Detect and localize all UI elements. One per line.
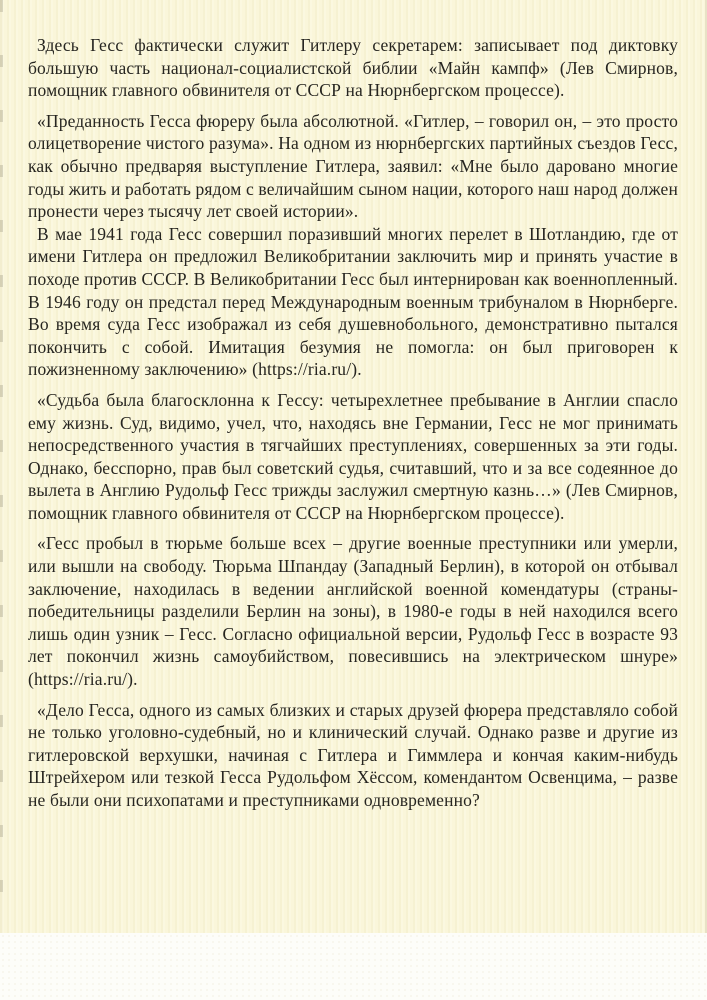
paragraph-flight-1941: В мае 1941 года Гесс совершил поразивший многих перелет в Шотландию, где от имени Гитлера он предложил Великобритании заключить мир и принять участие в походе против СССР. В Великобритании Гесс был интернирован как военнопленный. В 1946 году он предстал перед Международным военным трибуналом в Нюрнберге. Во время суда Гесс изображал из себя душевнобольного, демонстративно пытался покончить с собой. Имитация безумия не помогла: он был приговорен к пожизненному заключению» (https://ria.ru/).	[28, 223, 678, 380]
paragraph-spandau-prison: «Гесс пробыл в тюрьме больше всех – другие военные преступники или умерли, или вышли на свободу. Тюрьма Шпандау (Западный Берлин), в которой он отбывал заключение, находилась в ведении английской военной комендатуры (страны-победительницы разделили Берлин на зоны), в 1980-е годы в ней находился всего лишь один узник – Гесс. Согласно официальной версии, Рудольф Гесс в возрасте 93 лет покончил жизнь самоубийством, повесившись на электрическом шнуре» (https://ria.ru/).	[28, 533, 678, 690]
paragraph-hess-secretary: Здесь Гесс фактически служит Гитлеру секретарем: записывает под диктовку большую часть национал-социалистской библии «Майн кампф» (Лев Смирнов, помощник главного обвинителя от СССР на Нюрнбергском процессе).	[28, 35, 678, 101]
paragraph-hess-devotion: «Преданность Гесса фюреру была абсолютной. «Гитлер, – говорил он, – это просто олицетворение чистого разума». На одном из нюрнбергских партийных съездов Гесс, как обычно предваряя выступление Гитлера, заявил: «Мне было даровано многие годы жить и работать рядом с величайшим сыном нации, которого наш народ должен пронести через тысячу лет своей истории».	[28, 110, 678, 222]
paragraph-fate-england: «Судьба была благосклонна к Гессу: четырехлетнее пребывание в Англии спасло ему жизнь. Суд, видимо, учел, что, находясь вне Германии, Гесс не мог принимать непосредственного участия в тягчайших преступлениях, совершенных за эти годы. Однако, бесспорно, прав был советский судья, считавший, что и за все содеянное до вылета в Англию Рудольф Гесс трижды заслужил смертную казнь…» (Лев Смирнов, помощник главного обвинителя от СССР на Нюрнбергском процессе).	[28, 389, 678, 523]
paragraph-hess-case: «Дело Гесса, одного из самых близких и старых друзей фюрера представляло собой не только уголовно-судебный, но и клинический случай. Однако разве и другие из гитлеровской верхушки, начиная с Гитлера и Гиммлера и кончая каким-нибудь Штрейхером или тезкой Гесса Рудольфом Хёссом, комендантом Освенцима, – разве не были они психопатами и преступниками одновременно?	[28, 699, 678, 810]
page-bottom-margin	[0, 933, 707, 1000]
